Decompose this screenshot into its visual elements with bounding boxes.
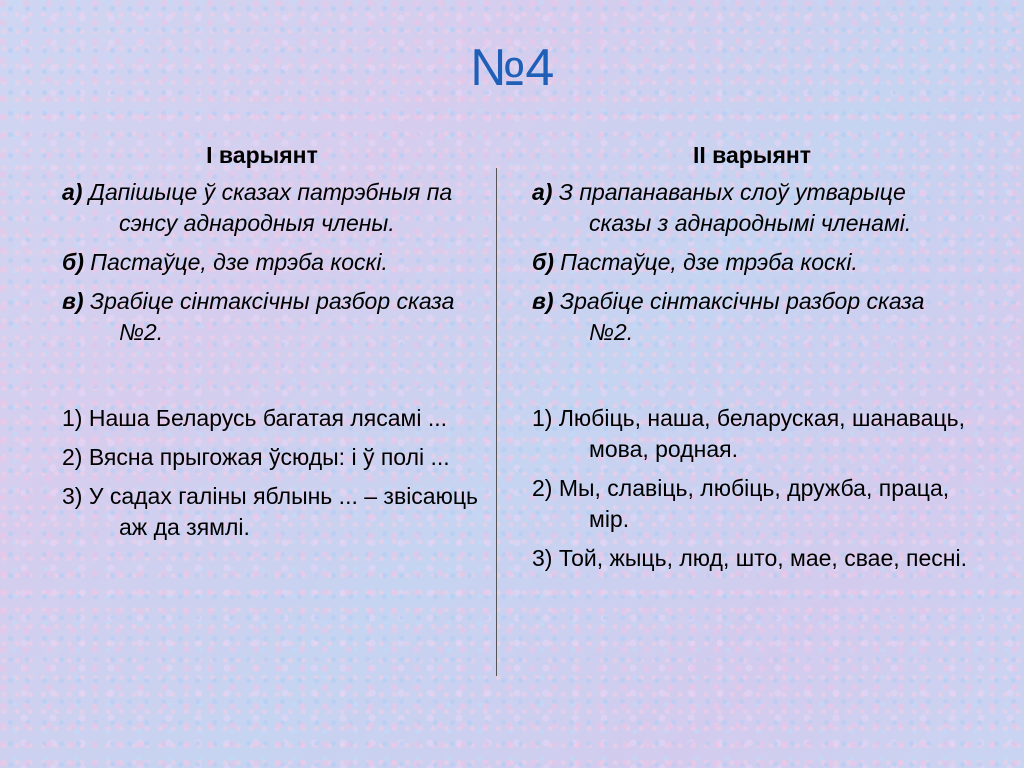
variant-2-sentence-2: 2) Мы, славіць, любіць, дружба, праца, мір. bbox=[532, 475, 950, 532]
variant-1-column bbox=[62, 140, 482, 551]
task-label: а) bbox=[532, 179, 553, 205]
variant-2-sentence-3: 3) Той, жыць, люд, што, мае, свае, песні. bbox=[532, 545, 967, 571]
spacer bbox=[62, 356, 482, 403]
variant-2-column bbox=[532, 140, 972, 582]
variant-1-task-b bbox=[62, 247, 482, 278]
task-text: Зрабіце сінтаксічны разбор сказа №2. bbox=[83, 288, 455, 345]
variant-2-task-c bbox=[532, 286, 972, 348]
slide-title: №4 bbox=[469, 39, 555, 97]
variant-2-heading: ІІ варыянт bbox=[692, 142, 812, 168]
task-label: б) bbox=[532, 249, 554, 275]
variant-1-task-c bbox=[62, 286, 482, 348]
variant-2-task-b bbox=[532, 247, 972, 278]
task-text: Пастаўце, дзе трэба коскі. bbox=[553, 249, 858, 275]
variant-1-heading: І варыянт bbox=[206, 142, 318, 168]
task-label: в) bbox=[62, 288, 84, 314]
variant-1-sentence-3: 3) У садах галіны яблынь ... – звісаюць аж да зямлі. bbox=[62, 483, 478, 540]
task-text: З прапанаваных слоў утварыце сказы з аднароднымі членамі. bbox=[552, 179, 912, 236]
task-label: в) bbox=[532, 288, 554, 314]
spacer bbox=[532, 356, 972, 403]
variant-2-task-a bbox=[532, 177, 972, 239]
column-divider bbox=[496, 168, 497, 676]
variant-1-sentence-2: 2) Вясна прыгожая ўсюды: і ў полі ... bbox=[62, 444, 450, 470]
task-label: б) bbox=[62, 249, 84, 275]
task-label: а) bbox=[62, 179, 83, 205]
task-text: Зрабіце сінтаксічны разбор сказа №2. bbox=[553, 288, 925, 345]
variant-1-sentence-1: 1) Наша Беларусь багатая лясамі ... bbox=[62, 405, 448, 431]
task-text: Пастаўце, дзе трэба коскі. bbox=[83, 249, 388, 275]
variant-1-task-a bbox=[62, 177, 482, 239]
task-text: Дапішыце ў сказах патрэбныя па сэнсу аднародныя члены. bbox=[82, 179, 453, 236]
variant-2-sentence-1: 1) Любіць, наша, беларуская, шанаваць, мова, родная. bbox=[532, 405, 965, 462]
